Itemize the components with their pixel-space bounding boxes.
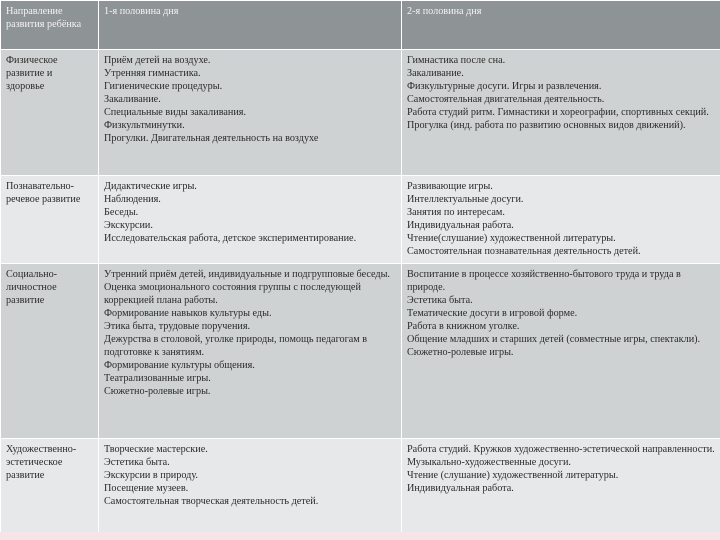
table-row bbox=[1, 439, 720, 536]
activity-line: Этика быта, трудовые поручения. bbox=[104, 321, 251, 332]
activity-line: Исследовательская работа, детское экспериментирование. bbox=[104, 233, 357, 244]
direction-cell: Познавательно-речевое развитие bbox=[1, 176, 99, 264]
activity-line: Занятия по интересам. bbox=[407, 207, 505, 218]
activity-line: Закаливание. bbox=[104, 94, 161, 105]
activity-line: Наблюдения. bbox=[104, 194, 161, 205]
activity-line: Работа студий. Кружков художественно-эстетической направленности. bbox=[407, 444, 715, 455]
activity-line: Воспитание в процессе хозяйственно-бытового труда и труда в природе. bbox=[407, 269, 681, 293]
first-half-cell bbox=[99, 50, 402, 176]
direction-cell: Художественно-эстетическое развитие bbox=[1, 439, 99, 536]
activity-line: Сюжетно-ролевые игры. bbox=[104, 386, 211, 397]
activity-line: Общение младших и старших детей (совместные игры, спектакли). bbox=[407, 334, 701, 345]
activity-line: Эстетика быта. bbox=[104, 457, 170, 468]
direction-cell: Социально-личностное развитие bbox=[1, 264, 99, 439]
activity-line: Самостоятельная двигательная деятельность. bbox=[407, 94, 605, 105]
slide-bottom-strip bbox=[0, 532, 720, 540]
activity-line: Самостоятельная творческая деятельность детей. bbox=[104, 496, 319, 507]
activity-line: Экскурсии в природу. bbox=[104, 470, 198, 481]
header-direction: Направление развития ребёнка bbox=[1, 1, 99, 50]
activity-line: Утренняя гимнастика. bbox=[104, 68, 201, 79]
activity-line: Оценка эмоционального состояния группы с последующей коррекцией плана работы. bbox=[104, 282, 361, 306]
activity-line: Самостоятельная познавательная деятельность детей. bbox=[407, 246, 641, 257]
activity-line: Прогулки. Двигательная деятельность на воздухе bbox=[104, 133, 319, 144]
second-half-cell bbox=[402, 439, 720, 536]
first-half-cell bbox=[99, 439, 402, 536]
activity-line: Дидактические игры. bbox=[104, 181, 197, 192]
activity-line: Специальные виды закаливания. bbox=[104, 107, 247, 118]
first-half-cell bbox=[99, 264, 402, 439]
activity-line: Музыкально-художественные досуги. bbox=[407, 457, 571, 468]
second-half-cell bbox=[402, 176, 720, 264]
activity-line: Работа студий ритм. Гимнастики и хореографии, спортивных секций. bbox=[407, 107, 709, 118]
activity-line: Физкультминутки. bbox=[104, 120, 185, 131]
activity-line: Гимнастика после сна. bbox=[407, 55, 506, 66]
activity-line: Прогулка (инд. работа по развитию основных видов движений). bbox=[407, 120, 686, 131]
activity-line: Эстетика быта. bbox=[407, 295, 473, 306]
second-half-cell bbox=[402, 264, 720, 439]
activity-line: Чтение(слушание) художественной литературы. bbox=[407, 233, 616, 244]
activity-line: Закаливание. bbox=[407, 68, 464, 79]
header-first-half: 1-я половина дня bbox=[99, 1, 402, 50]
activity-line: Беседы. bbox=[104, 207, 139, 218]
activity-line: Формирование навыков культуры еды. bbox=[104, 308, 272, 319]
activity-line: Сюжетно-ролевые игры. bbox=[407, 347, 514, 358]
first-half-cell bbox=[99, 176, 402, 264]
second-half-cell bbox=[402, 50, 720, 176]
direction-cell: Физическое развитие и здоровье bbox=[1, 50, 99, 176]
activity-line: Развивающие игры. bbox=[407, 181, 493, 192]
activity-line: Приём детей на воздухе. bbox=[104, 55, 211, 66]
activity-line: Гигиенические процедуры. bbox=[104, 81, 223, 92]
activity-line: Физкультурные досуги. Игры и развлечения. bbox=[407, 81, 602, 92]
activity-line: Творческие мастерские. bbox=[104, 444, 208, 455]
header-second-half: 2-я половина дня bbox=[402, 1, 720, 50]
activity-line: Работа в книжном уголке. bbox=[407, 321, 520, 332]
activity-line: Театрализованные игры. bbox=[104, 373, 211, 384]
activity-line: Утренний приём детей, индивидуальные и подгрупповые беседы. bbox=[104, 269, 390, 280]
table-row bbox=[1, 264, 720, 439]
table-row bbox=[1, 50, 720, 176]
activity-line: Индивидуальная работа. bbox=[407, 483, 514, 494]
activity-line: Экскурсии. bbox=[104, 220, 153, 231]
activity-line: Посещение музеев. bbox=[104, 483, 189, 494]
activity-line: Интеллектуальные досуги. bbox=[407, 194, 524, 205]
activity-line: Индивидуальная работа. bbox=[407, 220, 514, 231]
table-header-row bbox=[1, 1, 720, 50]
activity-line: Дежурства в столовой, уголке природы, помощь педагогам в подготовке к занятиям. bbox=[104, 334, 368, 358]
activity-line: Формирование культуры общения. bbox=[104, 360, 255, 371]
activity-line: Тематические досуги в игровой форме. bbox=[407, 308, 578, 319]
activity-line: Чтение (слушание) художественной литературы. bbox=[407, 470, 619, 481]
table-row bbox=[1, 176, 720, 264]
